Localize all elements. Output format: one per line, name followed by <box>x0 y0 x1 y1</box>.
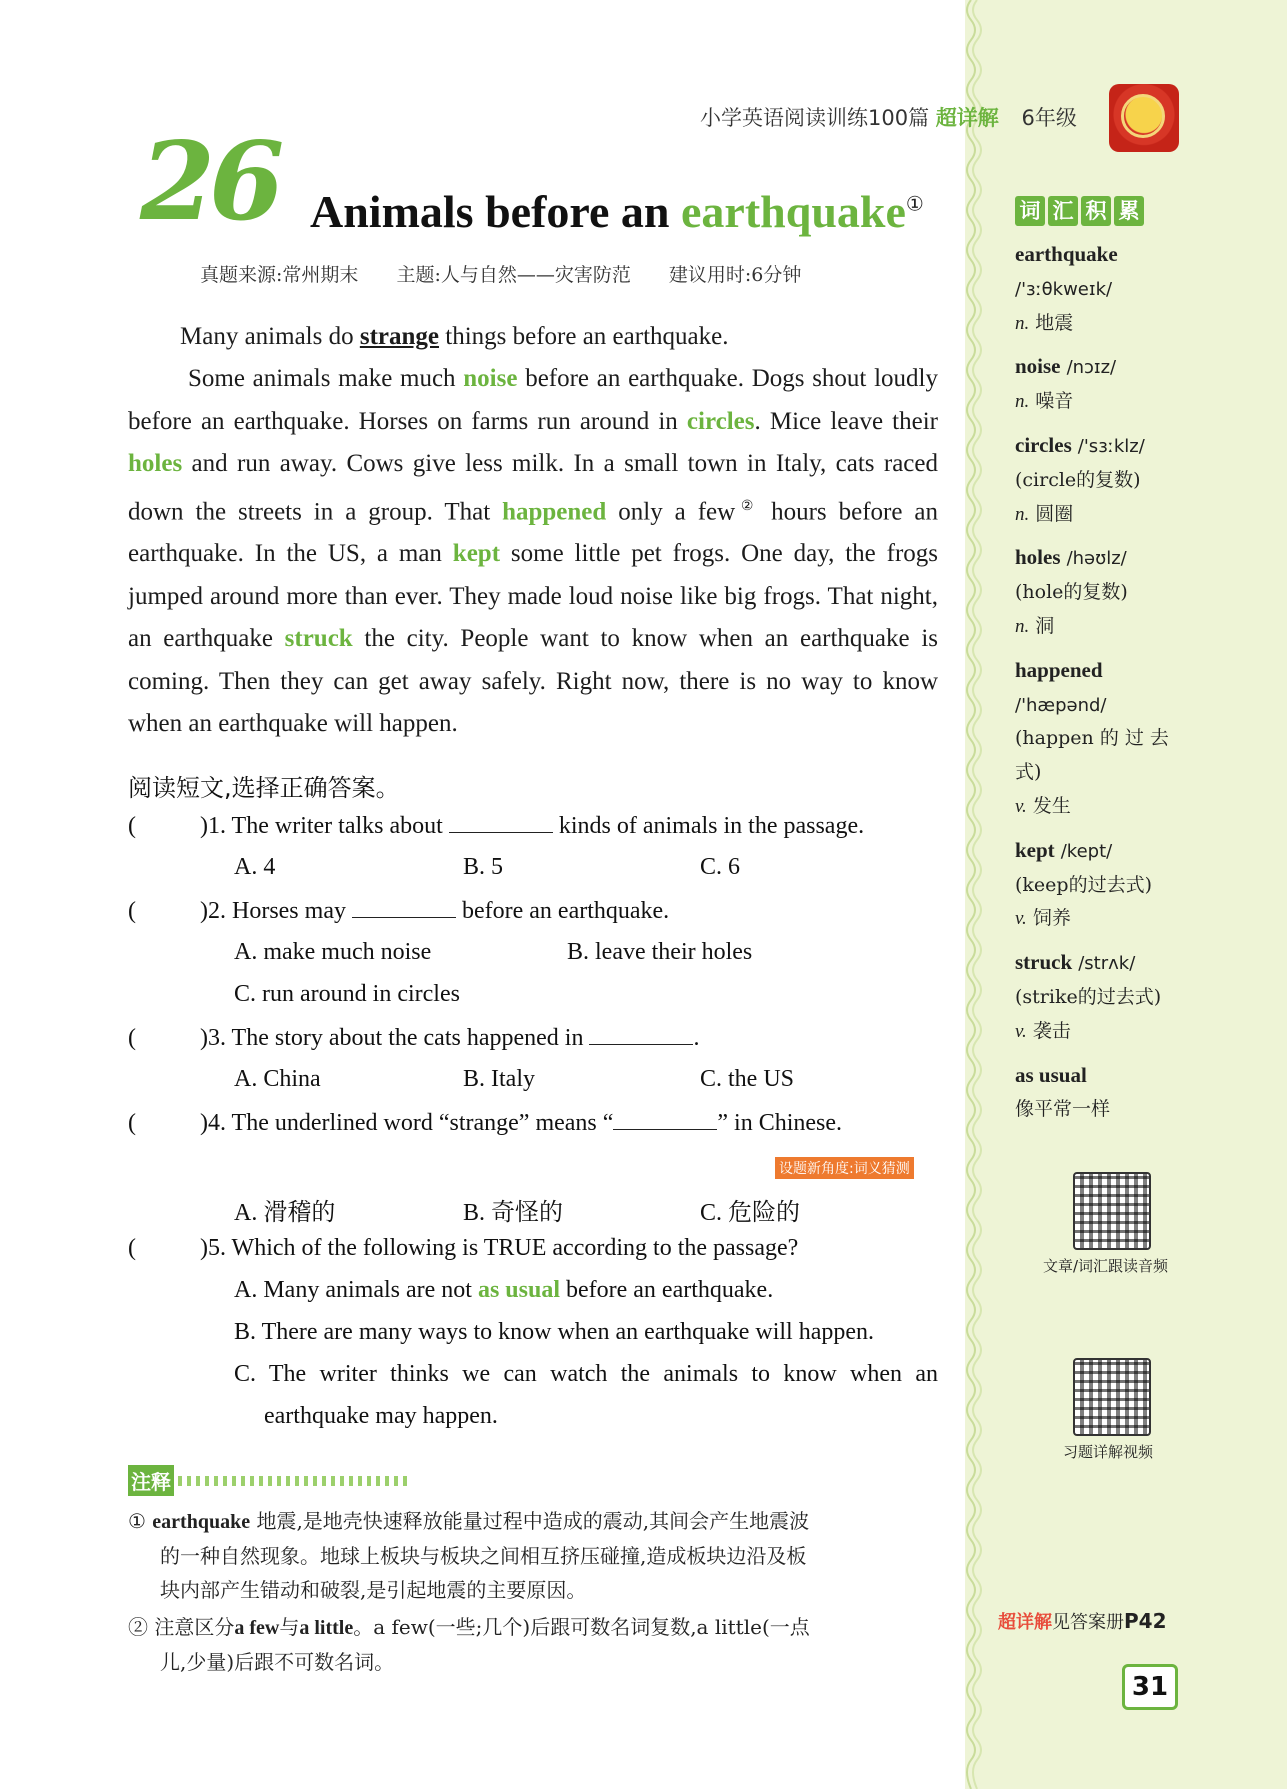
option-3c[interactable]: C. the US <box>700 1066 795 1092</box>
text-run: things before an earthquake. <box>439 323 729 350</box>
vocab-word: as usual <box>1015 1062 1087 1087</box>
vocab-phonetic: /strʌk/ <box>1078 953 1136 975</box>
vocab-pos: n. <box>1015 615 1030 637</box>
vocab-list <box>1015 238 1190 1137</box>
text-run: A. Many animals are not <box>234 1277 478 1303</box>
vocab-definition: 袭击 <box>1032 1019 1071 1042</box>
keyword-happened: happened <box>502 497 607 525</box>
vocab-pos: n. <box>1015 503 1030 525</box>
book-highlight: 超详解 <box>935 106 999 130</box>
vocab-phonetic: /həʊlz/ <box>1066 548 1127 570</box>
notes-heading <box>128 1465 408 1496</box>
vocab-phonetic: /'hæpənd/ <box>1015 694 1107 716</box>
note-word: a little <box>299 1617 354 1639</box>
note-text: 与 <box>279 1615 300 1639</box>
text-run: some little pet frogs. One day, the frogs jumped around more than ever. They made loud noise like big frogs. That night, an earthquake <box>128 540 938 653</box>
text-run: and run away. Cows give less milk. In a small town in Italy, cats raced down the streets in a group. That <box>128 450 938 525</box>
note-word: a few <box>234 1617 280 1639</box>
vocab-phonetic: /kept/ <box>1060 840 1113 862</box>
option-5c-continued: earthquake may happen. <box>264 1403 498 1429</box>
vocab-pos: n. <box>1015 391 1030 413</box>
option-3a[interactable]: A. China <box>234 1066 321 1092</box>
answer-blank[interactable] <box>613 1109 717 1130</box>
keyword-circles: circles <box>686 407 755 435</box>
vocab-note: (strike的过去式) <box>1015 985 1162 1008</box>
option-2b[interactable]: B. leave their holes <box>567 939 753 965</box>
note-text: 注意区分 <box>148 1615 235 1639</box>
vocab-meaning <box>1015 902 1190 936</box>
note-text: 。a few(一些;几个)后跟可数名词复数,a little(一点 <box>353 1615 810 1639</box>
answer-reference <box>998 1608 1167 1634</box>
vocab-word: happened <box>1015 657 1103 682</box>
answer-blank[interactable] <box>589 1024 693 1045</box>
question-angle-badge: 设题新角度:词义猜测 <box>775 1157 914 1179</box>
vocab-word: earthquake <box>1015 242 1118 266</box>
vocab-entry <box>1015 834 1190 936</box>
vocab-entry <box>1015 654 1190 824</box>
vocab-meaning <box>1015 1015 1190 1049</box>
answer-blank[interactable] <box>352 897 456 918</box>
title-prefix: Animals before an <box>310 186 681 237</box>
note-ref: ② <box>735 498 760 514</box>
question-text: )5. Which of the following is TRUE according to the passage? <box>200 1235 799 1261</box>
question-text: before an earthquake. <box>455 898 670 924</box>
option-3b[interactable]: B. Italy <box>463 1066 535 1092</box>
vocab-entry <box>1015 1059 1190 1128</box>
vocab-word: circles <box>1015 432 1072 457</box>
vocab-word: kept <box>1015 837 1055 862</box>
option-1b[interactable]: B. 5 <box>463 854 504 880</box>
vocab-meaning <box>1015 610 1190 644</box>
option-5c[interactable]: C. The writer thinks we can watch the animals to know when an <box>234 1361 938 1387</box>
note-mark: ① <box>128 1509 146 1533</box>
vocab-entry <box>1015 541 1190 643</box>
option-4a[interactable]: A. 滑稽的 <box>234 1200 336 1226</box>
vocab-definition: 像平常一样 <box>1015 1098 1111 1121</box>
vocab-meaning <box>1015 1093 1190 1127</box>
vocab-meaning <box>1015 498 1190 532</box>
grade-label: 6年级 <box>1021 106 1077 130</box>
answer-ref-highlight: 超详解 <box>998 1612 1052 1633</box>
vocab-entry <box>1015 350 1190 419</box>
logo-ring <box>1121 94 1165 138</box>
note-text: 地震,是地壳快速释放能量过程中造成的震动,其间会产生地震波 <box>250 1509 810 1533</box>
page-number: 31 <box>1122 1664 1178 1710</box>
keyword-kept: kept <box>452 540 501 568</box>
vocab-phonetic: /'sɜːklz/ <box>1077 435 1145 457</box>
vocab-word: noise <box>1015 354 1061 379</box>
answer-paren[interactable]: ( <box>128 1025 136 1051</box>
option-4c[interactable]: C. 危险的 <box>700 1200 801 1226</box>
lesson-number: 26 <box>140 119 279 245</box>
question-text: )2. Horses may <box>200 898 352 924</box>
question-1 <box>128 812 864 840</box>
answer-paren[interactable]: ( <box>128 1110 136 1136</box>
answer-blank[interactable] <box>449 812 553 833</box>
vocab-definition: 噪音 <box>1035 390 1074 413</box>
question-text: ” in Chinese. <box>717 1110 843 1136</box>
question-text: )4. The underlined word “strange” means “ <box>200 1110 614 1136</box>
vocab-definition: 圆圈 <box>1035 502 1074 525</box>
vocab-entry <box>1015 238 1190 340</box>
underlined-word: strange <box>359 323 439 350</box>
option-5a[interactable] <box>234 1277 773 1304</box>
vocab-heading-char: 积 <box>1081 196 1111 226</box>
vocab-pos: v. <box>1015 908 1027 930</box>
vocab-phonetic: /nɔɪz/ <box>1066 357 1117 379</box>
question-2 <box>128 897 669 925</box>
qr-code-video[interactable] <box>1073 1358 1151 1436</box>
note-word: earthquake <box>152 1511 251 1533</box>
vocab-heading <box>1015 196 1147 226</box>
vocab-meaning <box>1015 385 1190 419</box>
meta-source: 真题来源:常州期末 <box>200 264 359 286</box>
page-title <box>310 185 924 238</box>
qr-code-audio[interactable] <box>1073 1172 1151 1250</box>
title-keyword: earthquake <box>681 186 906 237</box>
notes-label: 注释 <box>128 1465 174 1496</box>
note-text: 的一种自然现象。地球上板块与板块之间相互挤压碰撞,造成板块边沿及板 <box>160 1544 807 1568</box>
vocab-heading-char: 汇 <box>1048 196 1078 226</box>
vocab-phonetic: /'ɜːθkweɪk/ <box>1015 278 1113 300</box>
note-text: 块内部产生错动和破裂,是引起地震的主要原因。 <box>160 1578 587 1602</box>
answer-paren[interactable]: ( <box>128 813 136 839</box>
meta-info <box>200 260 833 287</box>
book-header <box>700 102 1077 132</box>
option-1a[interactable]: A. 4 <box>234 854 276 880</box>
answer-ref-page: P42 <box>1124 1609 1167 1633</box>
note-2 <box>128 1610 938 1679</box>
answer-ref-text: 见答案册 <box>1052 1612 1124 1633</box>
passage-paragraph-1 <box>128 316 938 358</box>
question-text: kinds of animals in the passage. <box>552 813 865 839</box>
vocab-meaning <box>1015 307 1190 341</box>
title-note-mark: ① <box>905 193 924 216</box>
text-run: hours before an earthquake. In the US, a man <box>128 497 938 568</box>
vocab-note: (happen 的 过 去 式) <box>1015 727 1169 784</box>
text-run: . Mice leave their <box>754 407 938 435</box>
question-5 <box>128 1235 798 1262</box>
book-title: 小学英语阅读训练100篇 <box>700 106 930 130</box>
meta-time: 建议用时:6分钟 <box>668 264 802 286</box>
qr-label-audio: 文章/词汇跟读音频 <box>1043 1257 1169 1275</box>
vocab-word: struck <box>1015 950 1073 975</box>
vocab-definition: 地震 <box>1035 311 1074 334</box>
option-4b[interactable]: B. 奇怪的 <box>463 1200 564 1226</box>
keyword: as usual <box>477 1277 560 1303</box>
note-text: 儿,少量)后跟不可数名词。 <box>160 1650 395 1674</box>
vocab-pos: v. <box>1015 1020 1027 1042</box>
task-instruction: 阅读短文,选择正确答案。 <box>128 774 400 802</box>
vocab-definition: 发生 <box>1032 794 1071 817</box>
option-1c[interactable]: C. 6 <box>700 854 741 880</box>
vocab-meaning <box>1015 790 1190 824</box>
keyword-noise: noise <box>463 365 518 393</box>
question-4 <box>128 1109 842 1137</box>
answer-paren[interactable]: ( <box>128 898 136 924</box>
question-text: )3. The story about the cats happened in <box>200 1025 590 1051</box>
notes-divider <box>178 1476 408 1486</box>
text-run: Many animals do <box>180 323 360 350</box>
option-2a[interactable]: A. make much noise <box>234 939 432 965</box>
question-text: . <box>693 1025 700 1051</box>
vocab-word: holes <box>1015 545 1061 570</box>
reading-passage <box>128 316 938 745</box>
text-run: only a few <box>606 497 736 525</box>
meta-theme: 主题:人与自然——灾害防范 <box>396 264 631 286</box>
note-mark: ② <box>128 1615 148 1639</box>
answer-paren[interactable]: ( <box>128 1235 136 1261</box>
text-run: Some animals make much <box>188 365 464 393</box>
passage-paragraph-2 <box>128 358 938 745</box>
note-1 <box>128 1504 938 1607</box>
vocab-heading-char: 累 <box>1114 196 1144 226</box>
publisher-logo <box>1109 84 1179 152</box>
vocab-entry <box>1015 946 1190 1048</box>
vocab-note: (keep的过去式) <box>1015 873 1152 896</box>
qr-label-video: 习题详解视频 <box>1063 1443 1154 1461</box>
vocab-definition: 饲养 <box>1032 907 1071 930</box>
option-5b[interactable]: B. There are many ways to know when an earthquake will happen. <box>234 1319 875 1345</box>
text-run: the city. People want to know when an earthquake is coming. Then they can get away safely. Right now, there is no way to know when an earthquake will happen. <box>128 625 938 737</box>
vocab-entry <box>1015 429 1190 531</box>
keyword-struck: struck <box>284 625 353 653</box>
text-run: before an earthquake. <box>559 1277 774 1303</box>
text-run: before an earthquake. Dogs shout loudly before an earthquake. Horses on farms run around in <box>128 365 938 435</box>
keyword-holes: holes <box>128 450 183 478</box>
vocab-note: (hole的复数) <box>1015 581 1128 604</box>
vocab-definition: 洞 <box>1035 614 1055 637</box>
vocab-heading-char: 词 <box>1015 196 1045 226</box>
vocab-note: (circle的复数) <box>1015 468 1141 491</box>
wavy-border <box>960 0 982 1789</box>
vocab-pos: v. <box>1015 795 1027 817</box>
vocab-pos: n. <box>1015 312 1030 334</box>
question-text: )1. The writer talks about <box>200 813 449 839</box>
question-3 <box>128 1024 699 1052</box>
option-2c[interactable]: C. run around in circles <box>234 981 460 1007</box>
